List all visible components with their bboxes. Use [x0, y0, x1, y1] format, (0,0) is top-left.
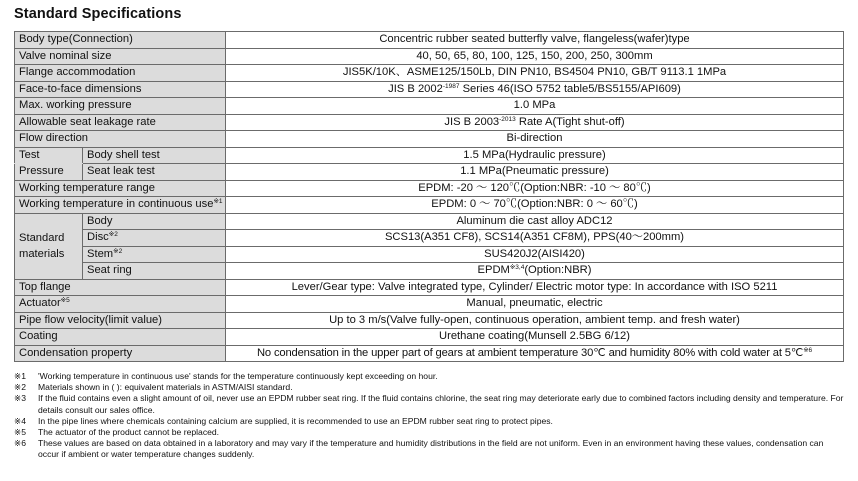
row-label: Top flange	[15, 279, 226, 296]
footnote	[14, 371, 844, 382]
row-value: Up to 3 m/s(Valve fully-open, continuous operation, ambient temp. and fresh water)	[226, 312, 844, 329]
table-row	[15, 296, 844, 313]
value-text: No condensation in the upper part of gears at ambient temperature 30℃ and humidity 80% with cold water at 5℃	[256, 346, 804, 359]
table-row	[15, 164, 844, 181]
group-label: Pressure	[15, 164, 83, 181]
table-row	[15, 246, 844, 263]
row-label: Valve nominal size	[15, 48, 226, 65]
footnote	[14, 438, 844, 460]
superscript: ※3,4	[509, 264, 525, 271]
group-label-line: materials	[19, 248, 65, 260]
superscript: ※2	[108, 231, 118, 238]
row-value: EPDM: 0 ～ 70℃(Option:NBR: 0 ～ 60℃)	[226, 197, 844, 214]
row-label: Flow direction	[15, 131, 226, 148]
footnote	[14, 416, 844, 427]
row-value: JIS5K/10K、ASME125/150Lb, DIN PN10, BS4504 PN10, GB/T 9113.1 1MPa	[226, 65, 844, 82]
footnote	[14, 393, 844, 415]
superscript: ※1	[213, 198, 223, 205]
superscript: -1987	[442, 82, 460, 90]
row-value: Urethane coating(Munsell 2.5BG 6/12)	[226, 329, 844, 346]
row-label: Flange accommodation	[15, 65, 226, 82]
table-row	[15, 180, 844, 197]
row-value: 1.0 MPa	[226, 98, 844, 115]
row-label: Working temperature range	[15, 180, 226, 197]
row-label: Max. working pressure	[15, 98, 226, 115]
superscript: ※5	[60, 297, 70, 304]
table-row	[15, 213, 844, 230]
row-value: 1.5 MPa(Hydraulic pressure)	[226, 147, 844, 164]
row-value: EPDM: -20 ～ 120℃(Option:NBR: -10 ～ 80℃)	[226, 180, 844, 197]
footnote-text: If the fluid contains even a slight amount of oil, never use an EPDM rubber seat ring. If the fluid contains chlorine, the seat ring may deteriorate early due to combined factors including density and temperature. For details consult our sales office.	[38, 393, 844, 415]
row-label: Pipe flow velocity(limit value)	[15, 312, 226, 329]
label-text: Disc	[87, 231, 109, 243]
row-value: SUS420J2(AISI420)	[226, 246, 844, 263]
row-value: Lever/Gear type: Valve integrated type, Cylinder/ Electric motor type: In accordance with ISO 5211	[226, 279, 844, 296]
footnote-text: These values are based on data obtained in a laboratory and may vary if the temperature and humidity distributions in the field are not uniform. Even in an environment having these values, condensation can occur if ambient or water temperature changes suddenly.	[38, 438, 824, 460]
table-row	[15, 345, 844, 362]
group-label: Test	[15, 147, 83, 164]
row-label: Coating	[15, 329, 226, 346]
row-label: Body	[83, 213, 226, 230]
value-text: JIS B 2003	[444, 115, 500, 128]
row-value: Aluminum die cast alloy ADC12	[226, 213, 844, 230]
row-value	[226, 263, 844, 280]
row-value: Manual, pneumatic, electric	[226, 296, 844, 313]
footnote-mark: ※2	[14, 382, 26, 393]
table-row	[15, 147, 844, 164]
footnote	[14, 382, 844, 393]
row-value	[226, 81, 844, 98]
group-label	[15, 213, 83, 279]
value-text: JIS B 2002	[388, 82, 443, 95]
row-label: Body type(Connection)	[15, 32, 226, 49]
row-label	[15, 296, 226, 313]
table-row	[15, 65, 844, 82]
footnote-mark: ※3	[14, 393, 26, 404]
row-label: Seat ring	[83, 263, 226, 280]
row-label	[83, 246, 226, 263]
footnote-text: 'Working temperature in continuous use' stands for the temperature continuously kept exceeding on hour.	[38, 371, 438, 381]
row-label: Body shell test	[83, 147, 226, 164]
footnote-mark: ※1	[14, 371, 26, 381]
table-row	[15, 312, 844, 329]
row-value	[226, 114, 844, 131]
value-text: (Option:NBR)	[524, 264, 592, 276]
table-row	[15, 197, 844, 214]
value-text: EPDM	[477, 264, 510, 276]
label-text: Actuator	[19, 297, 61, 309]
superscript: ※2	[113, 247, 123, 255]
footnote-mark: ※5	[14, 427, 26, 438]
row-value: 40, 50, 65, 80, 100, 125, 150, 200, 250, 300mm	[226, 48, 844, 65]
superscript: ※6	[803, 346, 812, 354]
label-text: Working temperature in continuous use	[19, 198, 214, 210]
table-row	[15, 263, 844, 280]
row-value	[226, 345, 844, 362]
table-row	[15, 114, 844, 131]
value-text: Series 46(ISO 5752 table5/BS5155/API609)	[459, 82, 681, 95]
row-label: Allowable seat leakage rate	[15, 114, 226, 131]
table-row	[15, 279, 844, 296]
row-label	[15, 197, 226, 214]
footnote-mark: ※6	[14, 438, 26, 449]
table-row	[15, 81, 844, 98]
row-value: Bi-direction	[226, 131, 844, 148]
footnote-text: Materials shown in ( ): equivalent materials in ASTM/AISI standard.	[38, 382, 293, 393]
specifications-table	[14, 31, 844, 362]
table-row	[15, 48, 844, 65]
row-label	[83, 230, 226, 247]
table-row	[15, 98, 844, 115]
value-text: Rate A(Tight shut-off)	[515, 115, 625, 128]
footnote-mark: ※4	[14, 415, 26, 426]
footnote	[14, 427, 844, 438]
row-value: SCS13(A351 CF8), SCS14(A351 CF8M), PPS(40～200mm)	[226, 230, 844, 247]
table-row	[15, 131, 844, 148]
page-title: Standard Specifications	[14, 6, 182, 22]
label-text: Stem	[87, 247, 114, 260]
table-row	[15, 230, 844, 247]
row-value: 1.1 MPa(Pneumatic pressure)	[226, 164, 844, 181]
row-label: Face-to-face dimensions	[15, 81, 226, 98]
row-value: Concentric rubber seated butterfly valve, flangeless(wafer)type	[226, 32, 844, 49]
row-label: Seat leak test	[83, 164, 226, 181]
row-label: Condensation property	[15, 345, 226, 362]
footnote-text: The actuator of the product cannot be replaced.	[38, 427, 220, 438]
group-label-line: Standard	[19, 232, 65, 244]
superscript: -2013	[499, 115, 516, 123]
footnote-text: In the pipe lines where chemicals containing calcium are supplied, it is recommended to use an EPDM rubber seat ring to protect pipes.	[38, 415, 553, 426]
table-row	[15, 32, 844, 49]
table-row	[15, 329, 844, 346]
footnotes	[14, 371, 844, 461]
